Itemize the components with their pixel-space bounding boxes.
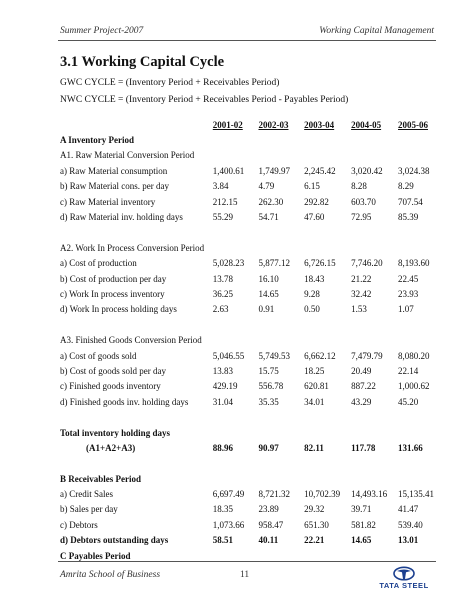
row-value: 131.66 bbox=[398, 442, 423, 453]
row-value bbox=[304, 148, 351, 163]
row-value: 581.82 bbox=[351, 519, 376, 530]
row-value bbox=[351, 132, 398, 147]
row-value: 1,400.61 bbox=[212, 165, 245, 176]
row-value bbox=[398, 132, 445, 147]
row-value bbox=[398, 148, 445, 163]
row-value bbox=[258, 132, 304, 147]
row-value: 1.53 bbox=[351, 304, 367, 315]
row-value bbox=[398, 317, 445, 332]
row-value: 54.71 bbox=[258, 212, 279, 223]
table-row bbox=[60, 163, 445, 178]
row-value bbox=[304, 317, 351, 332]
row-label: A3. Finished Goods Conversion Period bbox=[60, 335, 202, 346]
row-value: 32.42 bbox=[351, 288, 372, 299]
row-value: 22.21 bbox=[304, 535, 325, 546]
row-label bbox=[60, 225, 213, 240]
row-value bbox=[213, 409, 259, 424]
table-row bbox=[60, 471, 445, 486]
year-header-row bbox=[60, 117, 445, 132]
row-value: 6,726.15 bbox=[304, 258, 336, 269]
row-value: 39.71 bbox=[351, 504, 372, 515]
row-value: 41.47 bbox=[398, 504, 419, 515]
row-value: 0.50 bbox=[304, 304, 320, 315]
row-value bbox=[258, 148, 304, 163]
row-label: c) Work In process inventory bbox=[60, 288, 165, 299]
row-value bbox=[351, 240, 398, 255]
row-value: 20.49 bbox=[351, 365, 372, 376]
year-header: 2003-04 bbox=[304, 119, 335, 130]
row-label: a) Cost of production bbox=[60, 258, 137, 269]
row-value: 36.25 bbox=[212, 288, 234, 299]
row-value: 7,479.79 bbox=[351, 350, 383, 361]
row-value: 14.65 bbox=[258, 288, 279, 299]
row-value: 10,702.39 bbox=[304, 489, 341, 500]
table-row bbox=[60, 240, 445, 255]
row-value: 5,028.23 bbox=[212, 258, 245, 269]
row-value bbox=[258, 317, 304, 332]
row-value bbox=[213, 317, 259, 332]
row-value bbox=[351, 225, 398, 240]
row-value bbox=[213, 456, 259, 471]
row-label: A Inventory Period bbox=[60, 135, 134, 146]
row-value bbox=[213, 240, 259, 255]
table-row bbox=[60, 132, 445, 147]
gwc-formula: GWC CYCLE = (Inventory Period + Receivables Period) bbox=[60, 78, 280, 88]
row-label: Total inventory holding days bbox=[60, 427, 170, 438]
row-value: 2.63 bbox=[212, 304, 229, 315]
row-value: 55.29 bbox=[212, 212, 234, 223]
row-value bbox=[351, 456, 398, 471]
row-value bbox=[304, 425, 351, 440]
row-value bbox=[398, 409, 445, 424]
row-label: b) Cost of production per day bbox=[60, 273, 167, 284]
row-value: 1.07 bbox=[398, 304, 414, 315]
row-value bbox=[304, 471, 351, 486]
row-value: 85.39 bbox=[398, 212, 419, 223]
row-value: 2,245.42 bbox=[304, 165, 336, 176]
section-title: 3.1 Working Capital Cycle bbox=[60, 54, 225, 70]
row-label: c) Finished goods inventory bbox=[60, 381, 161, 392]
header-right: Working Capital Management bbox=[319, 26, 434, 36]
row-value: 8,721.32 bbox=[258, 489, 290, 500]
row-label: c) Debtors bbox=[60, 519, 98, 530]
working-capital-table bbox=[60, 117, 445, 563]
row-value: 15,135.41 bbox=[398, 489, 435, 500]
row-value: 13.78 bbox=[212, 273, 234, 284]
row-value: 6,697.49 bbox=[212, 489, 245, 500]
row-label: A2. Work In Process Conversion Period bbox=[60, 242, 205, 253]
table-row bbox=[60, 194, 445, 209]
row-value bbox=[398, 456, 445, 471]
table-row bbox=[60, 456, 445, 471]
row-value: 43.29 bbox=[351, 396, 372, 407]
year-header-blank bbox=[60, 117, 213, 132]
row-label: d) Raw Material inv. holding days bbox=[60, 212, 183, 223]
row-value: 14.65 bbox=[351, 535, 372, 546]
row-value: 958.47 bbox=[258, 519, 284, 530]
page-number: 11 bbox=[240, 570, 250, 580]
table-row bbox=[60, 286, 445, 301]
row-value bbox=[213, 225, 259, 240]
table-row bbox=[60, 363, 445, 378]
table-row bbox=[60, 394, 445, 409]
row-value: 40.11 bbox=[258, 535, 279, 546]
table-row bbox=[60, 409, 445, 424]
row-value bbox=[213, 132, 259, 147]
row-value: 90.97 bbox=[258, 442, 279, 453]
row-value: 1,000.62 bbox=[398, 381, 430, 392]
row-value: 3,020.42 bbox=[351, 165, 383, 176]
row-value: 15.75 bbox=[258, 365, 279, 376]
row-value: 82.11 bbox=[304, 442, 324, 453]
row-value bbox=[304, 132, 351, 147]
row-value: 8.28 bbox=[351, 181, 367, 192]
row-value: 23.89 bbox=[258, 504, 279, 515]
table-row bbox=[60, 209, 445, 224]
table-row bbox=[60, 517, 445, 532]
row-value: 18.43 bbox=[304, 273, 325, 284]
table-row bbox=[60, 317, 445, 332]
row-value: 7,746.20 bbox=[351, 258, 383, 269]
row-value: 3,024.38 bbox=[398, 165, 430, 176]
row-value: 88.96 bbox=[212, 442, 234, 453]
row-value: 14,493.16 bbox=[351, 489, 388, 500]
row-value: 18.35 bbox=[212, 504, 234, 515]
row-value: 651.30 bbox=[304, 519, 329, 530]
row-value bbox=[304, 240, 351, 255]
row-value: 31.04 bbox=[212, 396, 234, 407]
row-value: 8,080.20 bbox=[398, 350, 430, 361]
row-value bbox=[258, 332, 304, 347]
row-label: d) Work In process holding days bbox=[60, 304, 177, 315]
row-value bbox=[398, 225, 445, 240]
row-value: 22.14 bbox=[398, 365, 419, 376]
row-value: 34.01 bbox=[304, 396, 325, 407]
row-label: d) Finished goods inv. holding days bbox=[60, 396, 189, 407]
row-value bbox=[351, 148, 398, 163]
row-value: 8,193.60 bbox=[398, 258, 430, 269]
nwc-formula: NWC CYCLE = (Inventory Period + Receivables Period - Payables Period) bbox=[60, 95, 349, 105]
row-value: 29.32 bbox=[304, 504, 325, 515]
row-value bbox=[258, 409, 304, 424]
table-row bbox=[60, 302, 445, 317]
row-label: b) Raw Material cons. per day bbox=[60, 181, 169, 192]
row-value bbox=[213, 148, 259, 163]
row-value bbox=[258, 225, 304, 240]
row-value bbox=[351, 317, 398, 332]
row-label bbox=[60, 409, 213, 424]
row-value: 620.81 bbox=[304, 381, 329, 392]
row-label: a) Raw Material consumption bbox=[60, 165, 168, 176]
row-value bbox=[213, 425, 259, 440]
row-value: 429.19 bbox=[212, 381, 238, 392]
row-value: 3.84 bbox=[212, 181, 229, 192]
row-value: 16.10 bbox=[258, 273, 279, 284]
row-value: 58.51 bbox=[212, 535, 234, 546]
row-label: d) Debtors outstanding days bbox=[60, 535, 169, 546]
row-value: 292.82 bbox=[304, 196, 329, 207]
table-row bbox=[60, 379, 445, 394]
row-value bbox=[213, 471, 259, 486]
row-value bbox=[351, 409, 398, 424]
row-value bbox=[351, 425, 398, 440]
row-value: 1,749.97 bbox=[258, 165, 290, 176]
row-value: 6,662.12 bbox=[304, 350, 336, 361]
table-row bbox=[60, 271, 445, 286]
row-value bbox=[304, 332, 351, 347]
year-header: 2001-02 bbox=[212, 119, 243, 130]
row-value: 5,877.12 bbox=[258, 258, 290, 269]
year-header: 2002-03 bbox=[258, 119, 289, 130]
row-label: B Receivables Period bbox=[60, 473, 141, 484]
year-header: 2004-05 bbox=[351, 119, 382, 130]
row-value: 22.45 bbox=[398, 273, 419, 284]
row-label: C Payables Period bbox=[60, 550, 131, 561]
row-value bbox=[398, 332, 445, 347]
row-value: 5,749.53 bbox=[258, 350, 290, 361]
row-value: 707.54 bbox=[398, 196, 423, 207]
row-value: 9.28 bbox=[304, 288, 320, 299]
row-value bbox=[304, 225, 351, 240]
row-value bbox=[398, 425, 445, 440]
row-value: 4.79 bbox=[258, 181, 275, 192]
table-row bbox=[60, 533, 445, 548]
row-value: 23.93 bbox=[398, 288, 419, 299]
tata-steel-logo bbox=[372, 566, 436, 592]
row-value: 47.60 bbox=[304, 212, 325, 223]
table-row bbox=[60, 502, 445, 517]
row-label: (A1+A2+A3) bbox=[86, 442, 136, 453]
row-value: 35.35 bbox=[258, 396, 279, 407]
year-header: 2005-06 bbox=[398, 119, 429, 130]
row-value: 72.95 bbox=[351, 212, 372, 223]
row-label: a) Credit Sales bbox=[60, 489, 113, 500]
logo-text: TATA STEEL bbox=[379, 581, 429, 590]
row-value: 262.30 bbox=[258, 196, 284, 207]
row-label: c) Raw Material inventory bbox=[60, 196, 156, 207]
header-left: Summer Project-2007 bbox=[60, 26, 144, 36]
row-value bbox=[213, 332, 259, 347]
row-label: b) Sales per day bbox=[60, 504, 118, 515]
table-row bbox=[60, 332, 445, 347]
row-value bbox=[304, 409, 351, 424]
row-label bbox=[60, 456, 213, 471]
row-value: 117.78 bbox=[351, 442, 376, 453]
table-row bbox=[60, 348, 445, 363]
table-row bbox=[60, 225, 445, 240]
row-value bbox=[398, 471, 445, 486]
table-row bbox=[60, 425, 445, 440]
row-value: 13.01 bbox=[398, 535, 419, 546]
row-value bbox=[258, 425, 304, 440]
row-value bbox=[258, 240, 304, 255]
row-value: 212.15 bbox=[212, 196, 238, 207]
row-value: 0.91 bbox=[258, 304, 275, 315]
row-value bbox=[351, 471, 398, 486]
header-rule bbox=[58, 40, 436, 41]
row-label: A1. Raw Material Conversion Period bbox=[60, 150, 195, 161]
row-value bbox=[258, 471, 304, 486]
table-row bbox=[60, 256, 445, 271]
row-value: 6.15 bbox=[304, 181, 320, 192]
row-value: 539.40 bbox=[398, 519, 423, 530]
row-label: b) Cost of goods sold per day bbox=[60, 365, 166, 376]
row-value: 887.22 bbox=[351, 381, 376, 392]
footer-left: Amrita School of Business bbox=[60, 570, 161, 580]
row-value bbox=[351, 332, 398, 347]
table-row bbox=[60, 440, 445, 455]
row-value: 1,073.66 bbox=[212, 519, 245, 530]
row-label: a) Cost of goods sold bbox=[60, 350, 137, 361]
row-value bbox=[258, 456, 304, 471]
row-value: 18.25 bbox=[304, 365, 325, 376]
row-value: 21.22 bbox=[351, 273, 372, 284]
footer-rule bbox=[58, 561, 436, 562]
row-label bbox=[60, 317, 213, 332]
row-value: 45.20 bbox=[398, 396, 419, 407]
row-value bbox=[398, 240, 445, 255]
row-value: 556.78 bbox=[258, 381, 284, 392]
row-value: 13.83 bbox=[212, 365, 234, 376]
table-row bbox=[60, 179, 445, 194]
row-value: 603.70 bbox=[351, 196, 376, 207]
table-row bbox=[60, 486, 445, 501]
row-value: 5,046.55 bbox=[212, 350, 245, 361]
row-value: 8.29 bbox=[398, 181, 414, 192]
tata-logo-icon bbox=[372, 566, 436, 582]
row-value bbox=[304, 456, 351, 471]
table-row bbox=[60, 148, 445, 163]
